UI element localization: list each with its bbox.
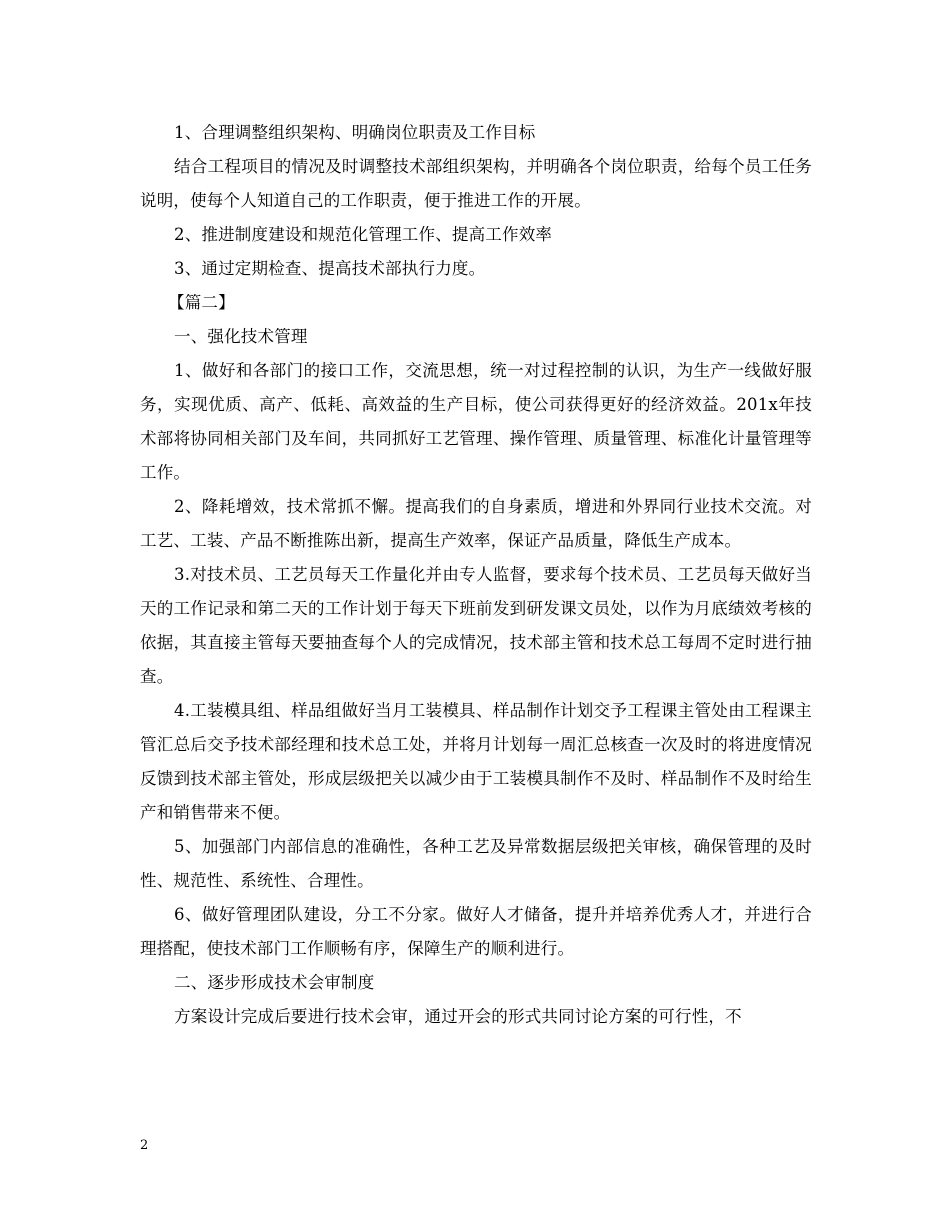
paragraph-structure-adjustment: 结合工程项目的情况及时调整技术部组织架构，并明确各个岗位职责，给每个员工任务说明，使每个人知道自己的工作职责，便于推进工作的开展。 — [140, 157, 812, 210]
paragraph-plan-review: 方案设计完成后要进行技术会审，通过开会的形式共同讨论方案的可行性，不 — [174, 1007, 742, 1026]
paragraph-team-building: 6、做好管理团队建设，分工不分家。做好人才储备，提升并培养优秀人才，并进行合理搭配，使技术部门工作顺畅有序，保障生产的顺利进行。 — [140, 905, 812, 958]
paragraph-interface-work: 1、做好和各部门的接口工作，交流思想，统一对过程控制的认识，为生产一线做好服务，实现优质、高产、低耗、高效益的生产目标，使公司获得更好的经济效益。201x年技术部将协同相关部门及车间，共同抓好工艺管理、操作管理、质量管理、标准化计量管理等工作。 — [140, 361, 812, 482]
paragraph-item-2-heading: 2、推进制度建设和规范化管理工作、提高工作效率 — [174, 225, 553, 244]
page-number: 2 — [140, 1138, 149, 1153]
paragraph-cost-reduction: 2、降耗增效，技术常抓不懈。提高我们的自身素质，增进和外界同行业技术交流。对工艺、工装、产品不断推陈出新，提高生产效率，保证产品质量，降低生产成本。 — [140, 497, 812, 550]
document-body — [140, 116, 812, 1034]
paragraph-workload-quantification: 3.对技术员、工艺员每天工作量化并由专人监督，要求每个技术员、工艺员每天做好当天的工作记录和第二天的工作计划于每天下班前发到研发课文员处，以作为月底绩效考核的依据，其直接主管每天要抽查每个人的完成情况，技术部主管和技术总工每周不定时进行抽查。 — [140, 565, 812, 686]
paragraph-item-3-heading: 3、通过定期检查、提高技术部执行力度。 — [174, 259, 486, 278]
section-heading-technical-management: 一、强化技术管理 — [174, 327, 308, 346]
paragraph-item-1-heading: 1、合理调整组织架构、明确岗位职责及工作目标 — [174, 123, 536, 142]
paragraph-tooling-samples: 4.工装模具组、样品组做好当月工装模具、样品制作计划交予工程课主管处由工程课主管汇总后交予技术部经理和技术总工处，并将月计划每一周汇总核查一次及时的将进度情况反馈到技术部主管处，形成层级把关以减少由于工装模具制作不及时、样品制作不及时给生产和销售带来不便。 — [140, 701, 812, 822]
section-heading-technical-review: 二、逐步形成技术会审制度 — [174, 973, 375, 992]
section-title-part-two: 【篇二】 — [168, 293, 235, 312]
paragraph-information-accuracy: 5、加强部门内部信息的准确性，各种工艺及异常数据层级把关审核，确保管理的及时性、规范性、系统性、合理性。 — [140, 837, 812, 890]
